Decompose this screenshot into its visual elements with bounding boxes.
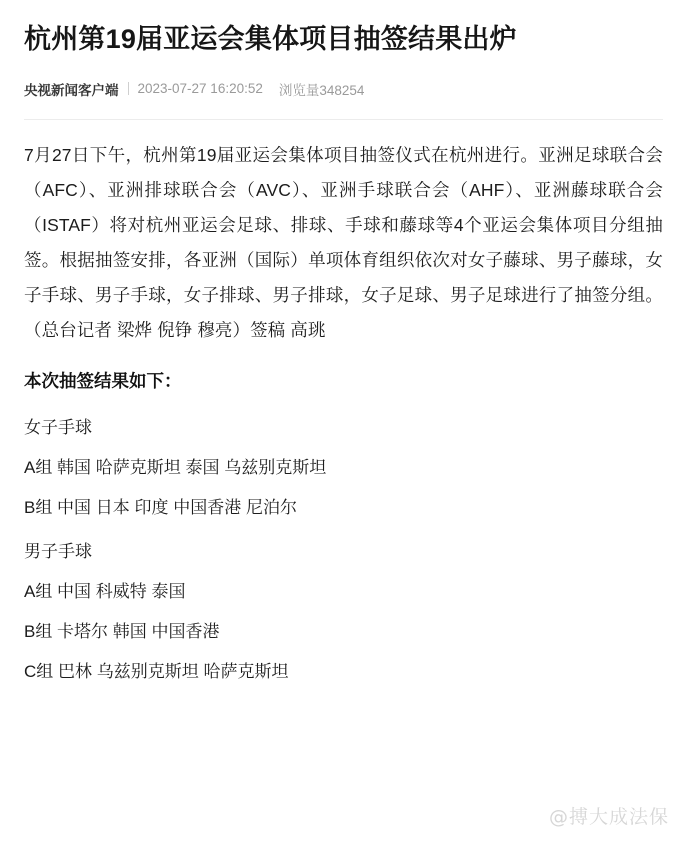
result-section-men-handball bbox=[24, 535, 663, 689]
meta-source: 央视新闻客户端 bbox=[24, 82, 119, 98]
result-section-women-handball bbox=[24, 411, 663, 525]
page-title: 杭州第19届亚运会集体项目抽签结果出炉 bbox=[24, 24, 517, 54]
header-divider bbox=[24, 119, 663, 120]
meta-timestamp: 2023-07-27 16:20:52 bbox=[137, 81, 263, 97]
section-title: 女子手球 bbox=[24, 417, 92, 437]
group-line: B组 卡塔尔 韩国 中国香港 bbox=[24, 621, 220, 641]
article-meta bbox=[24, 79, 663, 99]
meta-divider bbox=[128, 82, 129, 95]
group-line: C组 巴林 乌兹别克斯坦 哈萨克斯坦 bbox=[24, 661, 289, 681]
group-line: A组 韩国 哈萨克斯坦 泰国 乌兹别克斯坦 bbox=[24, 457, 327, 477]
group-line: B组 中国 日本 印度 中国香港 尼泊尔 bbox=[24, 497, 297, 517]
results-heading: 本次抽签结果如下： bbox=[24, 370, 182, 391]
group-line: A组 中国 科威特 泰国 bbox=[24, 581, 186, 601]
section-title: 男子手球 bbox=[24, 541, 92, 561]
watermark: @搏大成法保 bbox=[548, 806, 669, 828]
meta-views: 浏览量348254 bbox=[278, 82, 365, 98]
article-paragraph: 7月27日下午，杭州第19届亚运会集体项目抽签仪式在杭州进行。亚洲足球联合会（AFC）、亚洲排球联合会（AVC）、亚洲手球联合会（AHF）、亚洲藤球联合会（ISTAF）将对杭州亚运会足球、排球、手球和藤球等4个亚运会集体项目分组抽签。根据抽签安排，各亚洲（国际）单项体育组织依次对女子藤球、男子藤球，女子手球、男子手球，女子排球、男子排球，女子足球、男子足球进行了抽签分组。（总台记者 梁烨 倪铮 穆亮）签稿 高珧 bbox=[24, 144, 663, 340]
